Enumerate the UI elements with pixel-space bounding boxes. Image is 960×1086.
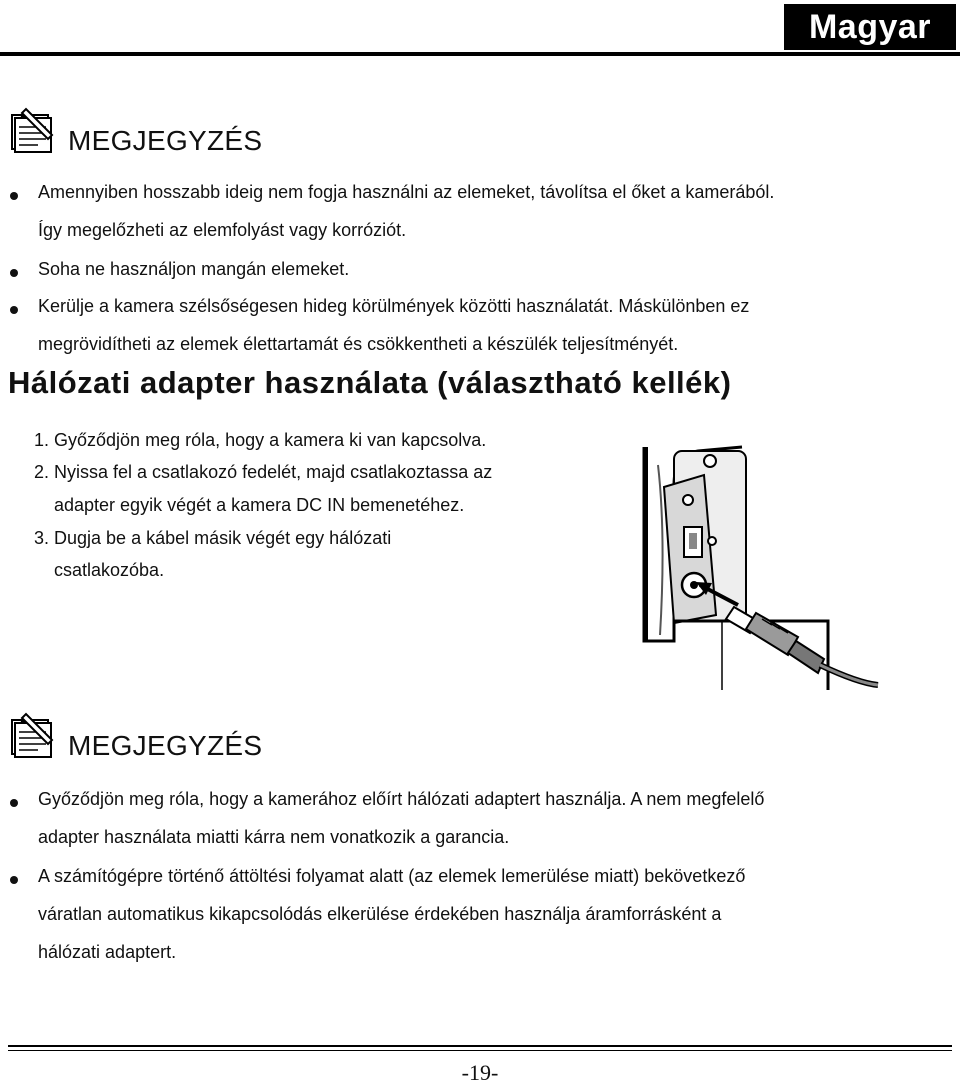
bullet-dot <box>10 876 18 884</box>
bullet-line: Így megelőzheti az elemfolyást vagy korróziót. <box>38 220 407 240</box>
bullet-line: váratlan automatikus kikapcsolódás elkerülése érdekében használja áramforrásként a <box>38 904 722 924</box>
note-heading-2 <box>8 710 262 762</box>
bullet-line: A számítógépre történő áttöltési folyamat alatt (az elemek lemerülése miatt) bekövetkező <box>38 866 746 886</box>
bullet-line: Amennyiben hosszabb ideig nem fogja használni az elemeket, távolítsa el őket a kamerából. <box>38 182 775 202</box>
bullet-dot <box>10 306 18 314</box>
note-title: MEGJEGYZÉS <box>68 730 263 761</box>
bullet-line: Soha ne használjon mangán elemeket. <box>38 259 350 279</box>
page-number: -19- <box>461 1060 499 1085</box>
section-title: Hálózati adapter használata (választható kellék) <box>8 365 732 400</box>
step-3-cont: csatlakozóba. <box>54 560 165 580</box>
bullet-dot <box>10 269 18 277</box>
step-2: 2. Nyissa fel a csatlakozó fedelét, majd csatlakoztassa az <box>34 462 493 482</box>
note-heading-1 <box>8 105 262 157</box>
step-3: 3. Dugja be a kábel másik végét egy hálózati <box>34 528 392 548</box>
bullet-line: megrövidítheti az elemek élettartamát és csökkentheti a készülék teljesítményét. <box>38 334 679 354</box>
bullet-line: Kerülje a kamera szélsőségesen hideg körülmények közötti használatát. Máskülönben ez <box>38 296 750 316</box>
bullet-line: Győződjön meg róla, hogy a kamerához előírt hálózati adaptert használja. A nem megfelelő <box>38 789 765 809</box>
bullet-line: hálózati adaptert. <box>38 942 177 962</box>
bullet-dot <box>10 799 18 807</box>
footer-rule <box>8 1045 952 1047</box>
note-pad-icon <box>8 712 56 760</box>
bullet-line: adapter használata miatti kárra nem vonatkozik a garancia. <box>38 827 510 847</box>
bullet-dot <box>10 192 18 200</box>
note-pad-icon <box>8 107 56 155</box>
camera-dc-in-illustration <box>638 445 960 690</box>
note-title: MEGJEGYZÉS <box>68 125 263 156</box>
footer-rule-thin <box>8 1050 952 1051</box>
language-label: Magyar <box>784 4 956 50</box>
header-rule <box>0 52 960 56</box>
step-1: 1. Győződjön meg róla, hogy a kamera ki van kapcsolva. <box>34 430 487 450</box>
step-2-cont: adapter egyik végét a kamera DC IN bemenetéhez. <box>54 495 465 515</box>
